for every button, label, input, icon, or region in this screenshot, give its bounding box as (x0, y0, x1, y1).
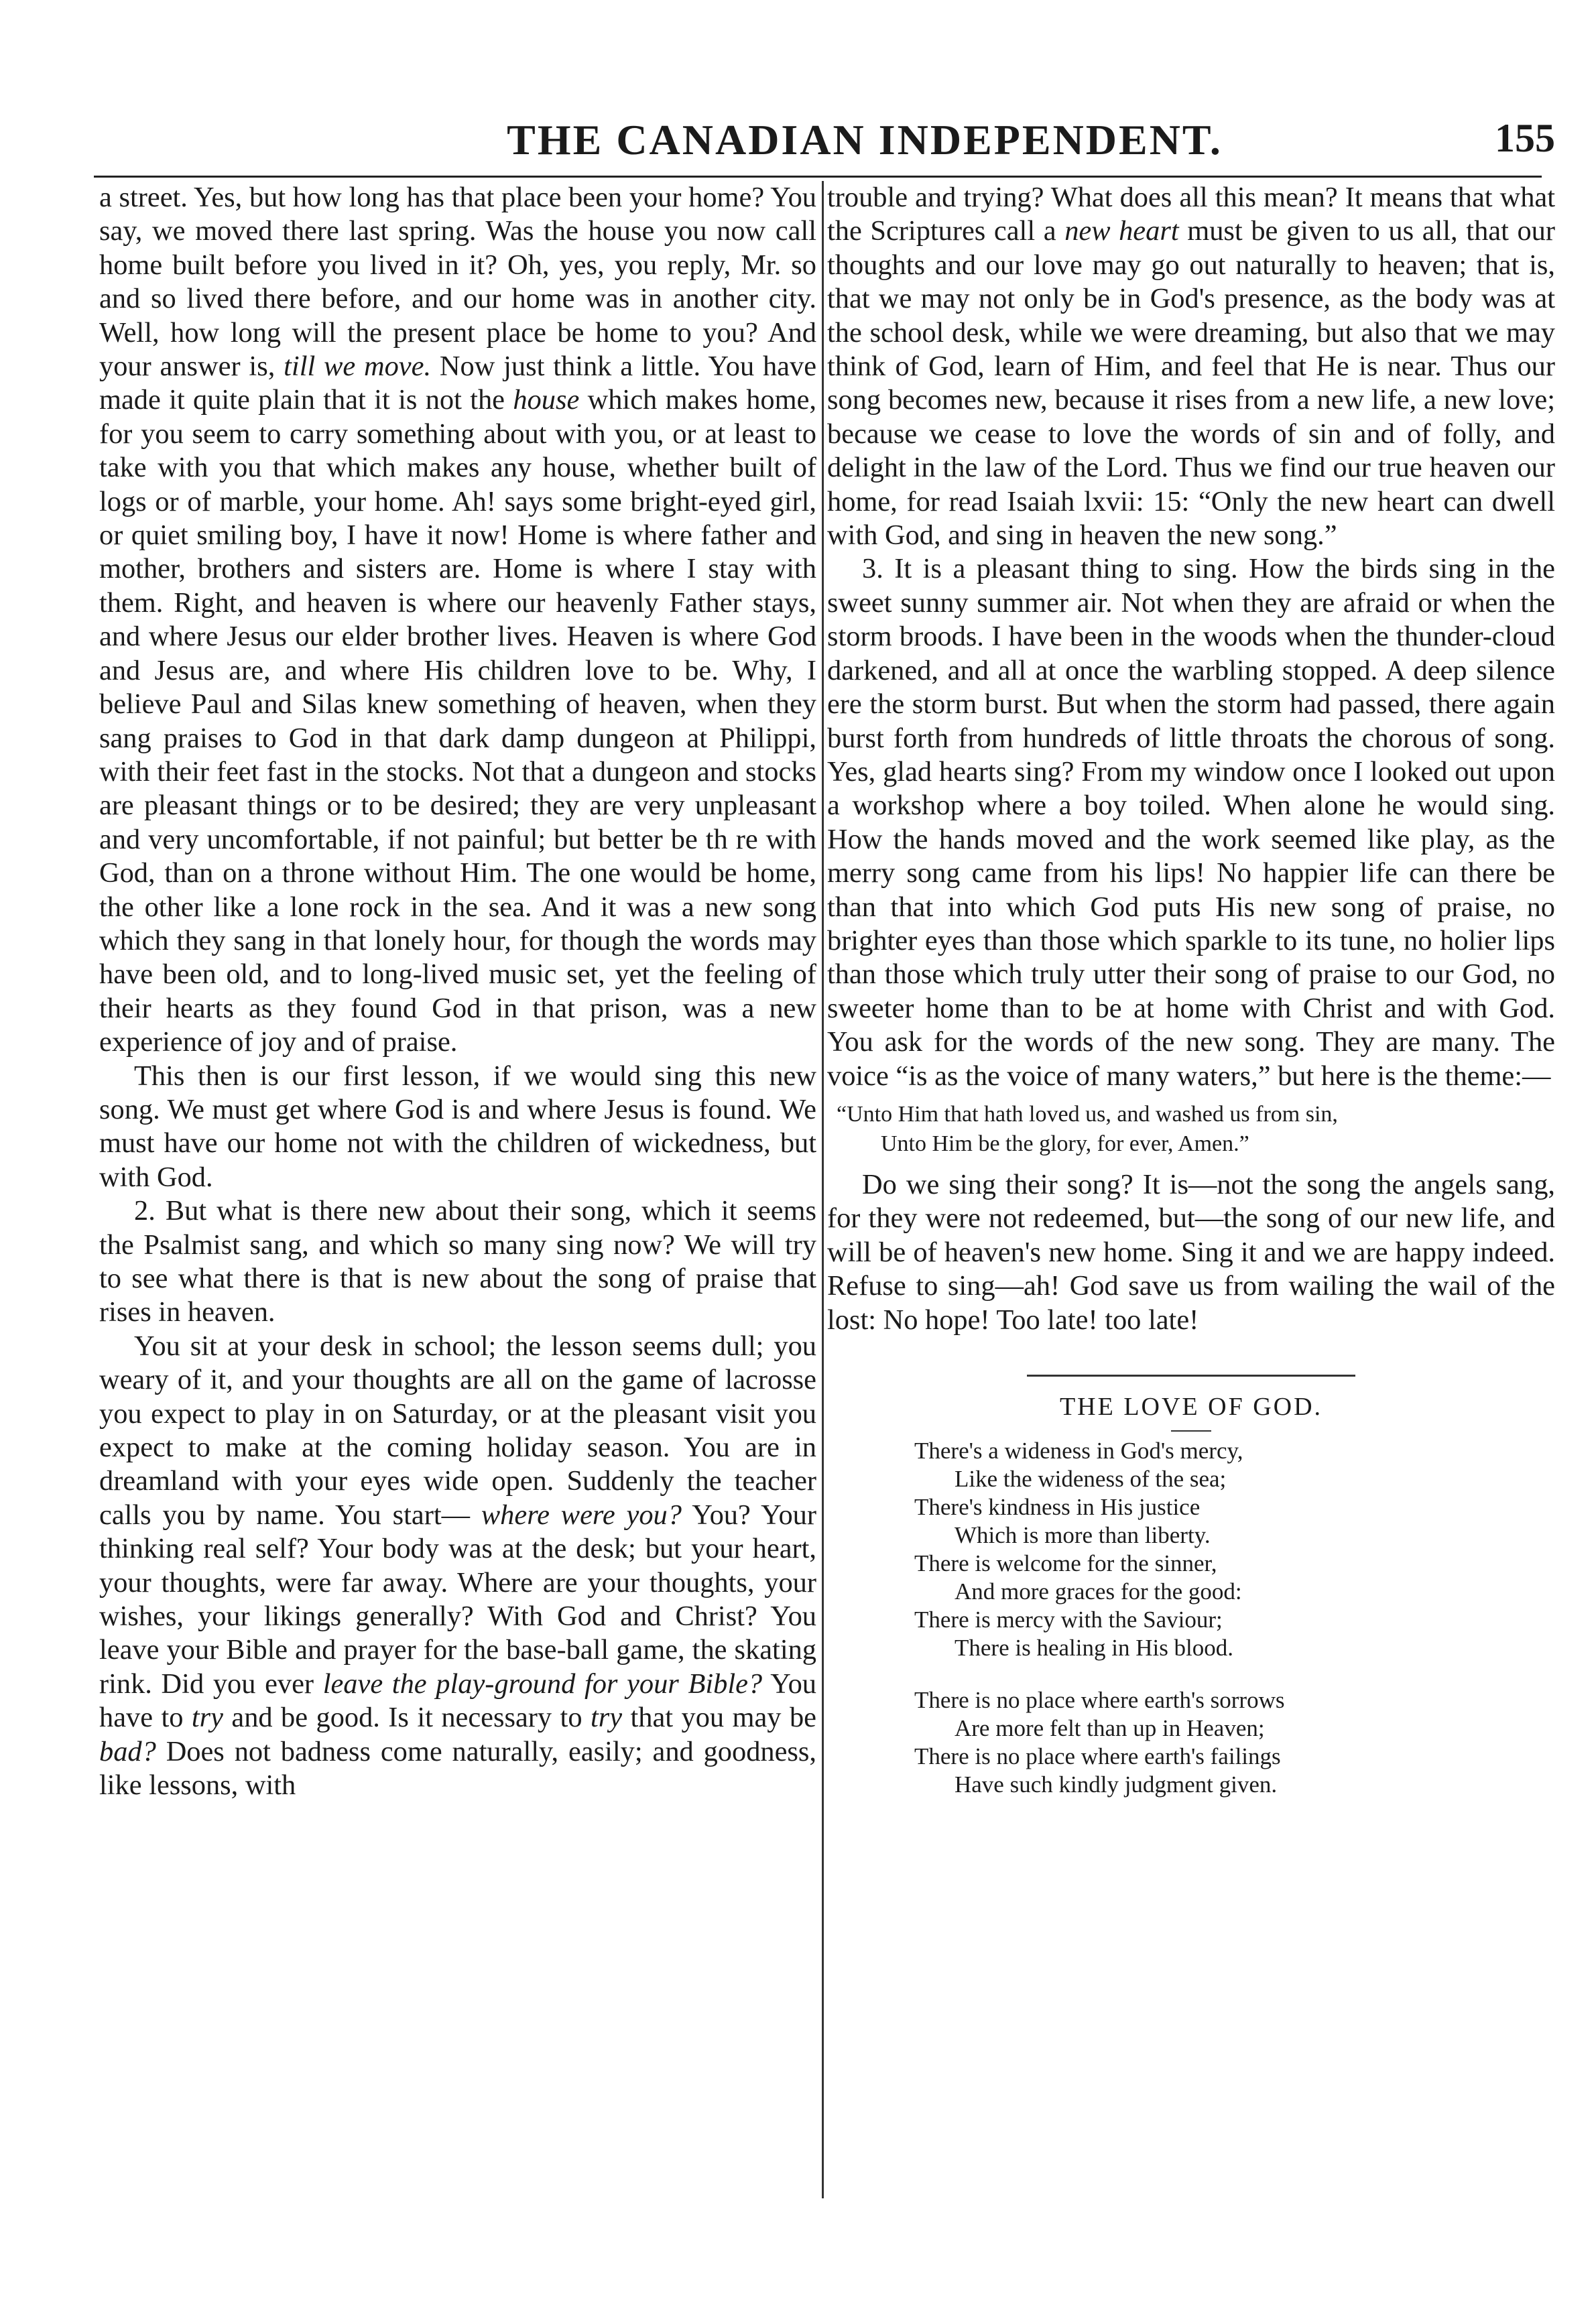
page-number: 155 (1495, 116, 1555, 160)
running-header (80, 115, 1555, 169)
paragraph: You sit at your desk in school; the lesson seems dull; you weary of it, and your thoughts are all on the game of lacrosse you expect to play in on Saturday, or at the pleasant visit you expect to make at the coming holiday season. You are in dreamland with your eyes wide open. Suddenly the teacher calls you by name. You start— where were you? You? Your thinking real self? Your body was at the desk; but your heart, your thoughts, were far away. Where are your thoughts, your wishes, your likings generally? With God and Christ? You leave your Bible and prayer for the base-ball game, the skating rink. Did you ever leave the play-ground for your Bible? You have to try and be good. Is it necessary to try that you may be bad? Does not badness come naturally, easily; and goodness, like lessons, with (99, 1330, 816, 1802)
column-divider (822, 181, 824, 2198)
paragraph: a street. Yes, but how long has that place been your home? You say, we moved there last spring. Was the house you now call home built before you lived in it? Oh, yes, you reply, Mr. so and so lived there before, and our home was in another city. Well, how long will the present place be home to you? And your answer is, till we move. Now just think a little. You have made it quite plain that it is not the house which makes home, for you seem to carry something about with you, or at least to take with you that which makes any house, whether built of logs or of marble, your home. Ah! says some bright-eyed girl, or quiet smiling boy, I have it now! Home is where father and mother, brothers and sisters are. Home is where I stay with them. Right, and heaven is where our heavenly Father stays, and where Jesus our elder brother lives. Heaven is where God and Jesus are, and where His children love to be. Why, I believe Paul and Silas knew something of heaven, when they sang praises to God in that dark damp dungeon at Philippi, with their feet fast in the stocks. Not that a dungeon and stocks are pleasant things or to be desired; they are very unpleasant and very uncomfortable, if not painful; but better be th re with God, than on a throne without Him. The one would be home, the other like a lone rock in the sea. And it was a new song which they sang in that lonely hour, for though the words may have been old, and to long-lived music set, yet the feeling of their hearts as they found God in that prison, was a new experience of joy and of praise. (99, 182, 817, 1058)
poem-line: Have such kindly judgment given. (955, 1771, 1278, 1798)
title-underline (1171, 1430, 1211, 1432)
paragraph: 2. But what is there new about their song, which it seems the Psalmist sang, and which so many sing now? We will try to see what there is that is new about the song of praise that rises in heaven. (99, 1195, 816, 1328)
poem-stanza (914, 1437, 1555, 1662)
poem-title: THE LOVE OF GOD. (1059, 1393, 1323, 1421)
block-quote (827, 1100, 1555, 1159)
poem-line: There is healing in His blood. (955, 1635, 1234, 1661)
section-rule (1027, 1375, 1355, 1377)
poem-line: There is no place where earth's sorrows (914, 1687, 1285, 1713)
poem-line: There is no place where earth's failings (914, 1743, 1281, 1769)
poem-line: Are more felt than up in Heaven; (955, 1715, 1265, 1741)
poem-line: There's a wideness in God's mercy, (914, 1438, 1243, 1464)
poem-stanza (914, 1686, 1555, 1799)
poem-line: Like the wideness of the sea; (955, 1466, 1227, 1492)
poem-line: There's kindness in His justice (914, 1494, 1201, 1520)
paragraph: Do we sing their song? It is—not the song the angels sang, for they were not redeemed, but—the song of our new life, and will be of heaven's new home. Sing it and we are happy indeed. Refuse to sing—ah! God save us from wailing the wail of the lost: No hope! Too late! too late! (827, 1168, 1555, 1336)
poem-line: There is mercy with the Saviour; (914, 1607, 1223, 1633)
poem-line: There is welcome for the sinner, (914, 1550, 1217, 1576)
header-rule (94, 176, 1542, 178)
poem-line: Which is more than liberty. (955, 1522, 1211, 1548)
paragraph: This then is our first lesson, if we would sing this new song. We must get where God is and where Jesus is found. We must have our home not with the children of wickedness, but with God. (99, 1060, 816, 1193)
quote-line: Unto Him be the glory, for ever, Amen.” (881, 1131, 1249, 1156)
left-column (99, 181, 816, 1803)
paragraph: 3. It is a pleasant thing to sing. How the birds sing in the sweet sunny summer air. Not when they are afraid or when the storm broods. I have been in the woods when the thunder-cloud darkened, and all at once the warbling stopped. A deep silence ere the storm burst. But when the storm had passed, there again burst forth from hundreds of little throats the chorous of song. Yes, glad hearts sing? From my window once I looked out upon a workshop where a boy toiled. When alone he would sing. How the hands moved and the work seemed like play, as the merry song came from his lips! No happier life can there be than that into which God puts His new song of praise, no brighter eyes than those which sparkle to its tune, no holier lips than those which truly utter their song of praise to our God, no sweeter home than to be at home with Christ and with God. You ask for the words of the new song. They are many. The voice “is as the voice of many waters,” but here is the theme:— (827, 553, 1555, 1092)
journal-title: THE CANADIAN INDEPENDENT. (507, 116, 1223, 164)
quote-line: “Unto Him that hath loved us, and washed us from sin, (837, 1101, 1338, 1127)
poem-line: And more graces for the good: (955, 1578, 1242, 1605)
right-column (827, 181, 1555, 1799)
paragraph: trouble and trying? What does all this mean? It means that what the Scriptures call a new heart must be given to us all, that our thoughts and our love may go out naturally to heaven; that is, that we may not only be in God's presence, as the body was at the school desk, while we were dreaming, but also that we may think of God, learn of Him, and feel that He is near. Thus our song becomes new, because it rises from a new life, a new love; because we cease to love the words of sin and of folly, and delight in the law of the Lord. Thus we find our true heaven our home, for read Isaiah lxvii: 15: “Only the new heart can dwell with God, and sing in heaven the new song.” (827, 182, 1555, 552)
